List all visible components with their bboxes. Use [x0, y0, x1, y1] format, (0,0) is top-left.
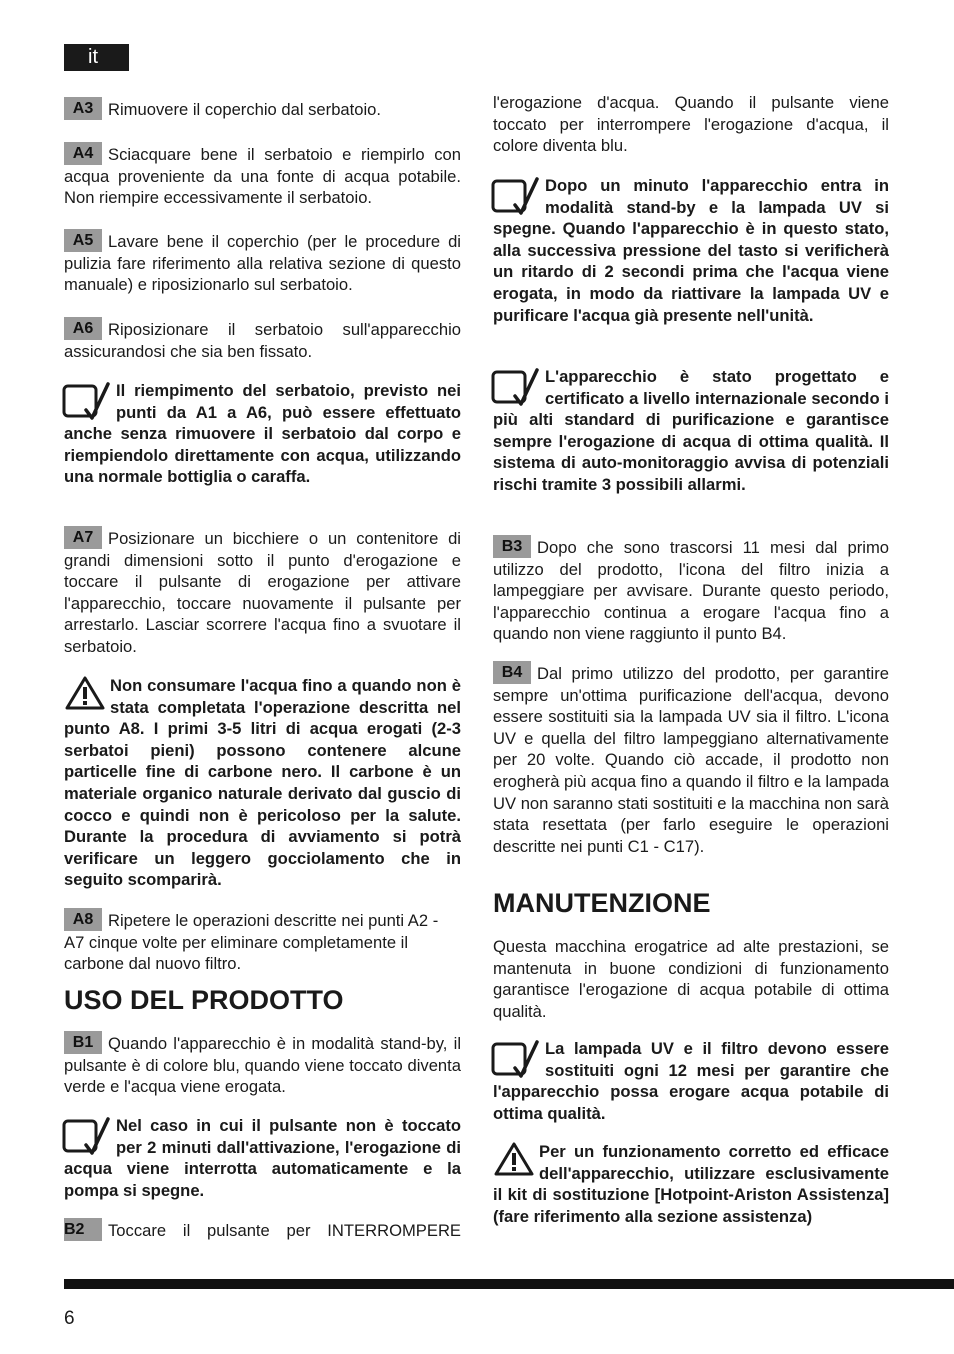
step-badge: A3: [64, 97, 102, 120]
note-text: La lampada UV e il filtro devono essere sostituiti ogni 12 mesi per garantire che l'apparecchio possa erogare acqua potabile di ottima qualità.: [493, 1039, 889, 1123]
step-a3: [64, 97, 461, 121]
maintenance-intro: [493, 936, 889, 1022]
step-text: Ripetere le operazioni descritte nei punti A2 - A7 cinque volte per eliminare completamente il carbone dal nuovo filtro.: [64, 911, 439, 974]
section-title: MANUTENZIONE: [493, 888, 711, 918]
step-b2: [64, 1218, 461, 1242]
step-b4: [493, 661, 889, 857]
note-refill: [64, 380, 461, 488]
note-text: Nel caso in cui il pulsante non è toccato per 2 minuti dall'attivazione, l'erogazione di acqua viene interrotta automaticamente e la pompa si spegne.: [64, 1116, 461, 1200]
step-badge: B4: [493, 661, 531, 684]
step-badge: B1: [64, 1031, 102, 1054]
step-badge: B2: [64, 1218, 102, 1241]
step-text: Posizionare un bicchiere o un contenitore di grandi dimensioni sotto il punto d'erogazione e toccare il pulsante di erogazione per attivare l'apparecchio, toccare nuovamente il pulsante per arrestarlo. Lasciar scorrere l'acqua fino a svuotare il serbatoio.: [64, 529, 461, 656]
section-heading-manutenzione: [493, 888, 889, 918]
step-text: Dopo che sono trascorsi 11 mesi dal primo utilizzo del prodotto, l'icona del filtro inizia a lampeggiare per avvisare. Durante questo periodo, l'apparecchio continua a erogare l'acqua fino a quando non viene raggiunto il punto B4.: [493, 538, 889, 644]
note-checkmark-icon: [491, 175, 541, 215]
step-text: Quando l'apparecchio è in modalità stand-by, il pulsante è di colore blu, quando viene toccato diventa verde e l'acqua viene erogata.: [64, 1034, 461, 1097]
step-text: Rimuovere il coperchio dal serbatoio.: [108, 100, 382, 119]
step-text: l'erogazione d'acqua. Quando il pulsante viene toccato per interrompere l'erogazione d'acqua, il colore diventa blu.: [493, 93, 889, 156]
step-b2-continued: [493, 92, 889, 157]
step-badge: A6: [64, 317, 102, 340]
step-a4: [64, 142, 461, 209]
note-checkmark-icon: [62, 1115, 112, 1155]
step-badge: B3: [493, 535, 531, 558]
step-a7: [64, 526, 461, 658]
warning-kit: [493, 1141, 889, 1227]
note-text: Dopo un minuto l'apparecchio entra in modalità stand-by e la lampada UV si spegne. Quando l'apparecchio è in questo stato, alla successiva pressione del tasto si verificherà un ritardo di 2 secondi prima che l'acqua viene erogata, in modo da riattivare la lampada UV e purificare l'acqua già presente nell'unità.: [493, 176, 889, 325]
step-a5: [64, 229, 461, 296]
note-certified: [493, 366, 889, 496]
step-badge: A5: [64, 229, 102, 252]
step-badge: A7: [64, 526, 102, 549]
body-text: Questa macchina erogatrice ad alte prestazioni, se mantenuta in buone condizioni di funzionamento garantisce l'erogazione di acqua potabile di ottima qualità.: [493, 937, 889, 1021]
step-text: Toccare il pulsante per INTERROMPERE: [108, 1221, 461, 1240]
note-checkmark-icon: [62, 380, 112, 420]
step-a6: [64, 317, 461, 362]
step-text: Riposizionare il serbatoio sull'apparecchio assicurandosi che sia ben fissato.: [64, 320, 461, 361]
language-tab: it: [64, 44, 129, 71]
note-checkmark-icon: [491, 366, 541, 406]
step-a8: [64, 908, 461, 975]
warning-text: Per un funzionamento corretto ed efficace dell'apparecchio, utilizzare esclusivamente il kit di sostituzione [Hotpoint-Ariston Assistenza] (fare riferimento alla sezione assistenza): [493, 1142, 889, 1226]
step-b1: [64, 1031, 461, 1098]
step-text: Sciacquare bene il serbatoio e riempirlo con acqua proveniente da una fonte di acqua potabile. Non riempire eccessivamente il serbatoio.: [64, 145, 461, 208]
note-text: L'apparecchio è stato progettato e certificato a livello internazionale secondo i più alti standard di purificazione e garantisce sempre l'erogazione di acqua di ottima qualità. Il sistema di auto-monitoraggio avvisa di potenziali rischi tramite 3 possibili allarmi.: [493, 367, 889, 494]
step-b3: [493, 535, 889, 645]
note-timeout: [64, 1115, 461, 1201]
section-title: USO DEL PRODOTTO: [64, 985, 344, 1015]
note-checkmark-icon: [491, 1038, 541, 1078]
warning-charcoal: [64, 675, 461, 891]
note-standby: [493, 175, 889, 326]
step-text: Dal primo utilizzo del prodotto, per garantire sempre un'ottima purificazione dell'acqua, devono essere sostituiti sia la lampada UV sia il filtro. L'icona UV e quella del filtro lampeggiano alternativamente per 20 volte. Quando ciò accade, il prodotto non erogherà più acqua fino a quando il filtro e la lampada UV non saranno stati sostituiti e la macchina non sarà stata resettata (per farlo eseguire le operazioni descritte nei punti C1 - C17).: [493, 664, 889, 856]
step-badge: A4: [64, 142, 102, 165]
warning-icon: [64, 675, 106, 711]
section-heading-uso: [64, 985, 461, 1015]
footer-rule: [64, 1279, 954, 1289]
page-number: 6: [64, 1308, 75, 1329]
warning-icon: [493, 1141, 535, 1177]
warning-text: Non consumare l'acqua fino a quando non è stata completata l'operazione descritta nel punto A8. I primi 3-5 litri di acqua erogati (2-3 serbatoi pieni) possono contenere alcune particelle fine di carbone nero. Il carbone è un materiale organico naturale derivato dal guscio di cocco e quindi non è pericoloso per la salute. Durante la procedura di avviamento si potrà verificare un leggero gocciolamento che in seguito scomparirà.: [64, 676, 461, 890]
step-badge: A8: [64, 908, 102, 931]
step-text: Lavare bene il coperchio (per le procedure di pulizia fare riferimento alla relativa sezione di questo manuale) e riposizionarlo sul serbatoio.: [64, 232, 461, 295]
note-text: Il riempimento del serbatoio, previsto nei punti da A1 a A6, può essere effettuato anche senza rimuovere il serbatoio dal corpo e riempiendolo direttamente con acqua, utilizzando una normale bottiglia o caraffa.: [64, 381, 461, 487]
note-replacement: [493, 1038, 889, 1124]
